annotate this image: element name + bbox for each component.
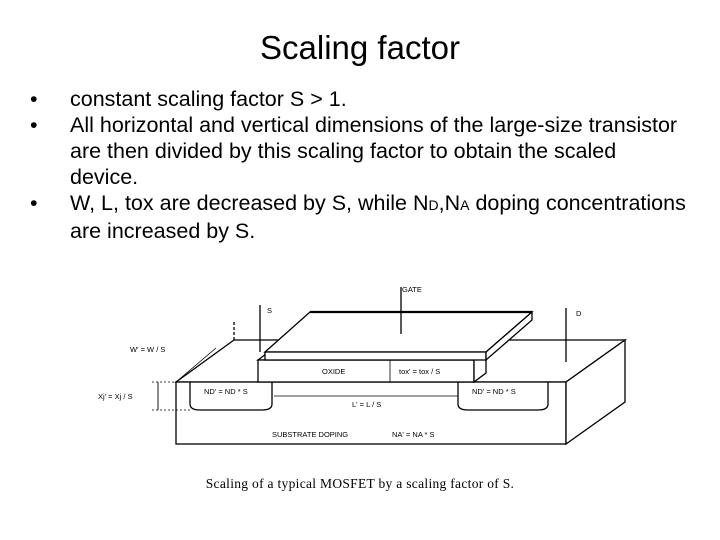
- bullet-text: [70, 191, 686, 243]
- width-label: W' = W / S: [130, 345, 166, 354]
- bullet-text-part: doping concentrations are increased by S.: [70, 191, 686, 243]
- gate-front-face: [265, 352, 486, 360]
- nd-subscript: D: [428, 197, 439, 213]
- source-label: S: [267, 306, 273, 315]
- bullet-item: [30, 112, 690, 190]
- substrate-label: SUBSTRATE DOPING: [272, 430, 349, 439]
- drain-doping-label: ND' = ND * S: [472, 387, 516, 396]
- mosfet-diagram: [0, 262, 720, 472]
- bullet-item: [30, 190, 690, 244]
- source-doping-label: ND' = ND * S: [204, 387, 248, 396]
- bullet-text: All horizontal and vertical dimensions of the large-size transistor are then divided by this scaling factor to obtain the scaled device.: [70, 113, 678, 189]
- tox-label: tox' = tox / S: [399, 367, 441, 376]
- slide-title: Scaling factor: [260, 29, 460, 66]
- oxide-label: OXIDE: [322, 367, 346, 376]
- bullet-marker: •: [30, 113, 38, 137]
- substrate-doping-label: NA' = NA * S: [392, 430, 435, 439]
- bullet-text: constant scaling factor S > 1.: [70, 87, 347, 111]
- figure-caption: Scaling of a typical MOSFET by a scaling factor of S.: [205, 476, 515, 491]
- bullet-text-part: W, L, tox are decreased by S, while N: [70, 191, 429, 215]
- bullet-marker: •: [30, 191, 38, 215]
- junction-label: Xj' = Xj / S: [98, 392, 133, 401]
- bullet-marker: •: [30, 87, 38, 111]
- na-subscript: A: [460, 197, 470, 213]
- bullet-list: [30, 86, 690, 244]
- oxide-layer: [258, 360, 474, 382]
- channel-length-label: L' = L / S: [352, 400, 382, 409]
- bullet-item: [30, 86, 690, 112]
- drain-label: D: [576, 309, 582, 318]
- bullet-text-part: ,N: [438, 191, 461, 215]
- gate-label: GATE: [402, 285, 422, 294]
